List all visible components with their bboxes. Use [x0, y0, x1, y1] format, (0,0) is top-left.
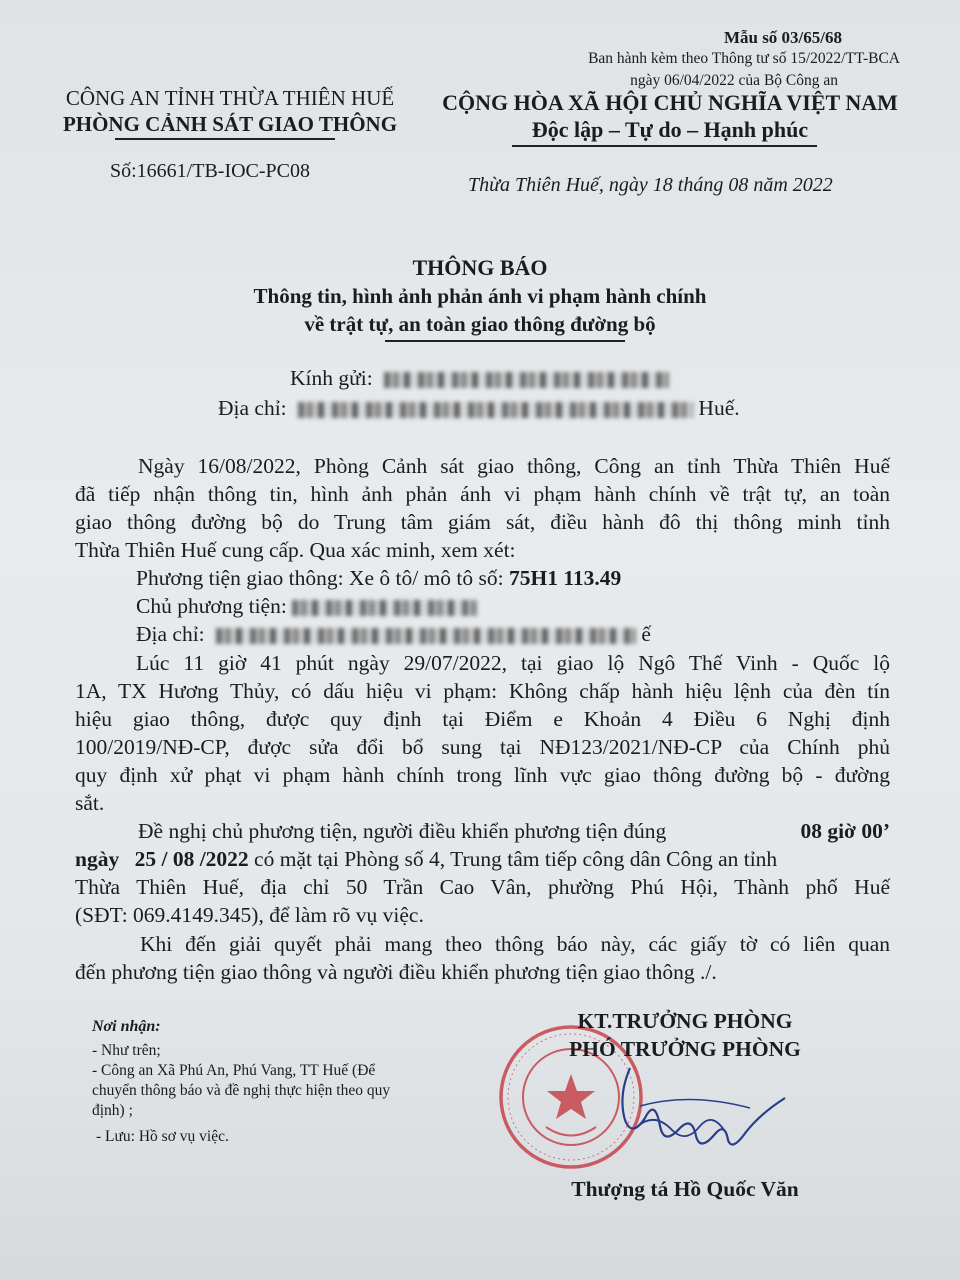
nation-title: CỘNG HÒA XÃ HỘI CHỦ NGHĨA VIỆT NAM [442, 90, 898, 115]
nation-motto: Độc lập – Tự do – Hạnh phúc [531, 117, 809, 142]
agency-name: PHÒNG CẢNH SÁT GIAO THÔNG [62, 112, 398, 136]
recipients-item-2-cont: chuyển thông báo và đề nghị thực hiện theo quy [92, 1082, 391, 1099]
owner-address-label: Địa chỉ: [136, 622, 205, 646]
form-issued-line2: ngày 06/04/2022 của Bộ Công an [630, 72, 838, 89]
owner-line [136, 593, 477, 621]
para3-line4: (SĐT: 069.4149.345), để làm rõ vụ việc. [75, 903, 424, 927]
vehicle-label: Phương tiện giao thông: Xe ô tô/ mô tô số: [136, 566, 504, 590]
para3-text: Đề nghị chủ phương tiện, người điều khiển phương tiện đúng [138, 819, 667, 843]
signature-title-1: KT.TRƯỞNG PHÒNG [577, 1009, 793, 1033]
redacted-owner [292, 600, 477, 616]
para4-line2: đến phương tiện giao thông và người điều khiển phương tiện giao thông ./. [75, 960, 717, 984]
handwritten-signature [600, 1048, 800, 1158]
para1-line1: Ngày 16/08/2022, Phòng Cảnh sát giao thông, Công an tỉnh Thừa Thiên Huế [138, 454, 890, 478]
recipient-line [290, 366, 669, 391]
agency-parent: CÔNG AN TỈNH THỪA THIÊN HUẾ [65, 86, 395, 110]
form-issued-line1: Ban hành kèm theo Thông tư số 15/2022/TT-BCA [588, 50, 900, 67]
para2-line4: 100/2019/NĐ-CP, được sửa đổi bổ sung tại NĐ123/2021/NĐ-CP của Chính phủ [75, 735, 890, 759]
recipients-item-2: - Công an Xã Phú An, Phú Vang, TT Huế (Để [92, 1062, 376, 1079]
para3-line2 [75, 846, 890, 874]
para3-location: có mặt tại Phòng số 4, Trung tâm tiếp công dân Công an tỉnh [254, 847, 778, 871]
motto-underline [512, 145, 817, 147]
vehicle-plate: 75H1 113.49 [509, 566, 622, 590]
owner-address-suffix: ế [641, 622, 651, 646]
recipient-label: Kính gửi: [290, 366, 373, 390]
para2-line1: Lúc 11 giờ 41 phút ngày 29/07/2022, tại giao lộ Ngô Thế Vinh - Quốc lộ [136, 651, 890, 675]
para1-line3: giao thông đường bộ do Trung tâm giám sát, điều hành đô thị thông minh tỉnh [75, 510, 890, 534]
recipients-item-3: - Lưu: Hồ sơ vụ việc. [96, 1128, 229, 1145]
recipients-item-1: - Như trên; [92, 1042, 161, 1059]
form-code: Mẫu số 03/65/68 [723, 28, 842, 47]
title-underline [385, 340, 625, 342]
notice-subtitle-2: về trật tự, an toàn giao thông đường bộ [304, 312, 656, 336]
recipient-address-label: Địa chỉ: [218, 396, 287, 420]
owner-label: Chủ phương tiện: [136, 594, 287, 618]
para1-line4: Thừa Thiên Huế cung cấp. Qua xác minh, xem xét: [75, 538, 516, 562]
para3-line3: Thừa Thiên Huế, địa chỉ 50 Trần Cao Vân, phường Phú Hội, Thành phố Huế [75, 875, 890, 899]
para2-line6: sắt. [75, 791, 105, 815]
signature-title-2: PHÓ TRƯỞNG PHÒNG [569, 1037, 801, 1061]
redacted-owner-address [216, 628, 636, 644]
signer-name: Thượng tá Hồ Quốc Văn [571, 1177, 799, 1201]
notice-subtitle-1: Thông tin, hình ảnh phản ánh vi phạm hành chính [253, 284, 707, 308]
document-number: Số:16661/TB-IOC-PC08 [110, 160, 311, 182]
recipient-address-suffix: Huế. [698, 396, 740, 420]
para1-line2: đã tiếp nhận thông tin, hình ảnh phản ánh vi phạm hành chính về trật tự, an toàn [75, 482, 890, 506]
para2-line3: hiệu giao thông, được quy định tại Điểm e Khoản 4 Điều 6 Nghị định [75, 707, 890, 731]
appointment-time: 08 giờ 00’ [800, 819, 890, 843]
recipients-item-2-end: định) ; [92, 1102, 133, 1119]
redacted-recipient-address [298, 402, 693, 418]
recipients-heading: Nơi nhận: [92, 1018, 161, 1035]
para4-line1: Khi đến giải quyết phải mang theo thông báo này, các giấy tờ có liên quan [140, 932, 890, 956]
para2-line5: quy định xử phạt vi phạm hành chính trong lĩnh vực giao thông đường bộ - đường [75, 763, 890, 787]
notice-title: THÔNG BÁO [412, 255, 548, 280]
redacted-recipient [384, 372, 669, 388]
agency-underline [115, 138, 335, 140]
para3-line1 [138, 818, 890, 846]
appointment-day-label: ngày [75, 847, 120, 871]
owner-address-line [136, 621, 651, 649]
vehicle-line [136, 565, 621, 593]
appointment-date: 25 / 08 /2022 [134, 847, 249, 871]
para2-line2: 1A, TX Hương Thủy, có dấu hiệu vi phạm: Không chấp hành hiệu lệnh của đèn tín [75, 679, 890, 703]
issue-date: Thừa Thiên Huế, ngày 18 tháng 08 năm 2022 [468, 174, 833, 196]
recipient-address-line [218, 396, 740, 421]
